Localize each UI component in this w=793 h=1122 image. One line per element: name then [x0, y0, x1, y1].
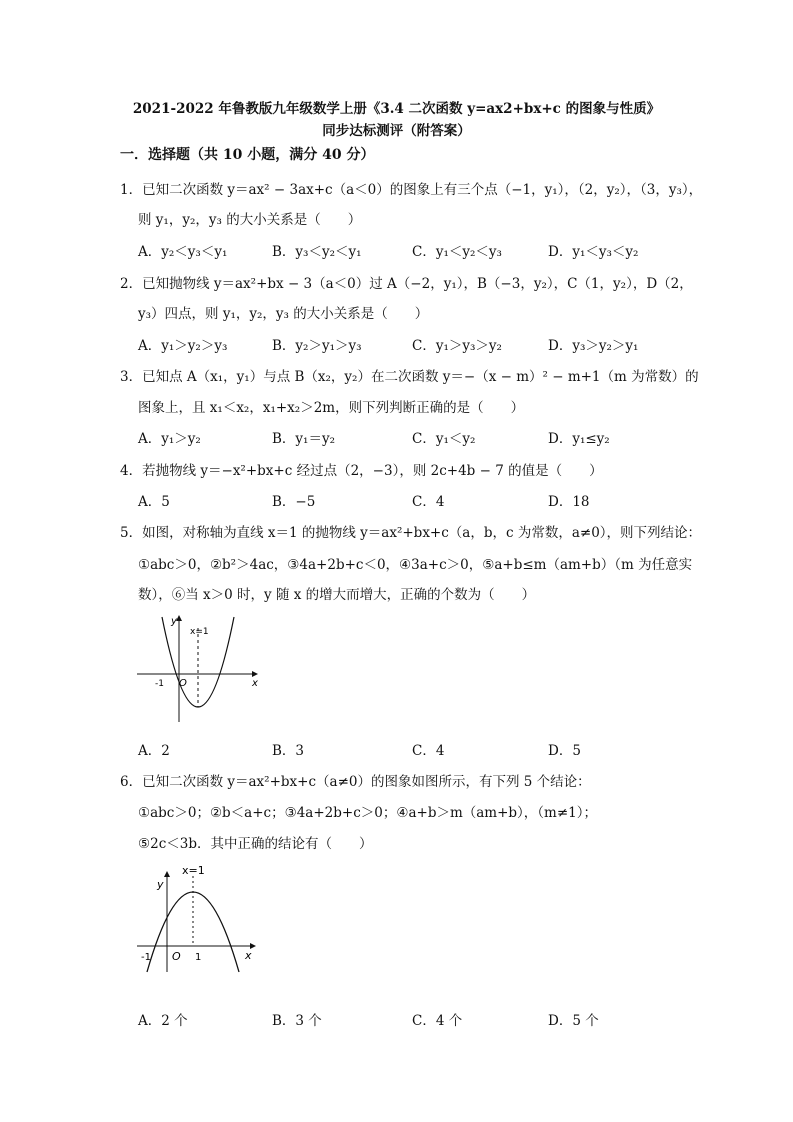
symmetry-label: x=1: [182, 864, 205, 877]
x-axis-label: x: [252, 678, 258, 689]
question-6-option-c: C．4 个: [412, 1013, 463, 1029]
origin-label: O: [179, 678, 187, 689]
question-2-option-c: C．y₁＞y₃＞y₂: [412, 338, 502, 354]
question-1-option-b: B．y₃＜y₂＜y₁: [272, 244, 362, 260]
question-2-option-b: B．y₂＞y₁＞y₃: [272, 338, 362, 354]
question-5-option-b: B．3: [272, 743, 305, 759]
section-heading: 一．选择题（共 10 小题，满分 40 分）: [120, 147, 375, 163]
y-axis-label: y: [171, 616, 177, 627]
question-1-line-2: 则 y₁，y₂，y₃ 的大小关系是（ ）: [138, 212, 362, 228]
page-title-line2: 同步达标测评（附答案）: [322, 123, 471, 139]
y-axis-label: y: [157, 878, 164, 891]
tick-label-neg1: -1: [141, 952, 151, 963]
question-5-option-c: C．4: [412, 743, 445, 759]
tick-label-1: 1: [195, 952, 202, 963]
question-6-option-b: B．3 个: [272, 1013, 322, 1029]
question-5-option-d: D．5: [548, 743, 581, 759]
question-6-line-1: 6．已知二次函数 y＝ax²+bx+c（a≠0）的图象如图所示，有下列 5 个结论：: [120, 774, 591, 790]
question-3-option-a: A．y₁＞y₂: [138, 431, 201, 447]
question-6-line-3: ⑤2c＜3b．其中正确的结论有（ ）: [138, 836, 373, 852]
question-4-option-b: B．−5: [272, 494, 316, 510]
tick-label-neg1: -1: [155, 679, 164, 689]
question-1-option-c: C．y₁＜y₂＜y₃: [412, 244, 502, 260]
question-3-option-d: D．y₁≤y₂: [548, 431, 610, 447]
question-5-line-1: 5．如图，对称轴为直线 x＝1 的抛物线 y＝ax²+bx+c（a，b，c 为常数，a≠0），则下列结论：: [120, 525, 702, 541]
question-2-line-2: y₃）四点，则 y₁，y₂，y₃ 的大小关系是（ ）: [138, 306, 429, 322]
question-1-option-d: D．y₁＜y₃＜y₂: [548, 244, 639, 260]
question-6-option-d: D．5 个: [548, 1013, 599, 1029]
question-2-option-a: A．y₁＞y₂＞y₃: [138, 338, 228, 354]
question-5-line-3: 数），⑥当 x＞0 时，y 随 x 的增大而增大，正确的个数为（ ）: [138, 587, 536, 603]
question-4-option-d: D．18: [548, 494, 590, 510]
question-3-line-2: 图象上，且 x₁＜x₂，x₁+x₂＞2m，则下列判断正确的是（ ）: [138, 400, 525, 416]
question-4-line-1: 4．若抛物线 y＝−x²+bx+c 经过点（2，−3），则 2c+4b − 7 的值是（ ）: [120, 463, 603, 479]
question-3-line-1: 3．已知点 A（x₁，y₁）与点 B（x₂，y₂）在二次函数 y＝−（x − m）² − m+1（m 为常数）的: [120, 369, 699, 385]
question-2-option-d: D．y₃＞y₂＞y₁: [548, 338, 639, 354]
question-1-option-a: A．y₂＜y₃＜y₁: [138, 244, 228, 260]
question-6-graph: [135, 860, 265, 975]
page-title-line1: 2021-2022 年鲁教版九年级数学上册《3.4 二次函数 y=ax2+bx+c 的图象与性质》: [132, 101, 661, 117]
question-5-option-a: A．2: [138, 743, 170, 759]
origin-label: O: [172, 950, 181, 963]
question-6-option-a: A．2 个: [138, 1013, 188, 1029]
question-5-line-2: ①abc＞0，②b²＞4ac，③4a+2b+c＜0，④3a+c＞0，⑤a+b≤m（am+b）（m 为任意实: [138, 557, 693, 573]
question-6-line-2: ①abc＞0；②b＜a+c；③4a+2b+c＞0；④a+b＞m（am+b），（m≠1）；: [138, 805, 598, 821]
question-4-option-c: C．4: [412, 494, 445, 510]
question-1-line-1: 1．已知二次函数 y＝ax² − 3ax+c（a＜0）的图象上有三个点（−1，y₁），（2，y₂），（3，y₃），: [120, 182, 703, 198]
question-3-option-c: C．y₁＜y₂: [412, 431, 476, 447]
question-4-option-a: A．5: [138, 494, 170, 510]
question-5-graph: [135, 612, 265, 727]
x-axis-label: x: [245, 949, 252, 962]
question-3-option-b: B．y₁＝y₂: [272, 431, 335, 447]
symmetry-label: x=1: [190, 627, 209, 637]
question-2-line-1: 2．已知抛物线 y＝ax²+bx − 3（a＜0）过 A（−2，y₁），B（−3，y₂），C（1，y₂），D（2，: [120, 276, 693, 292]
